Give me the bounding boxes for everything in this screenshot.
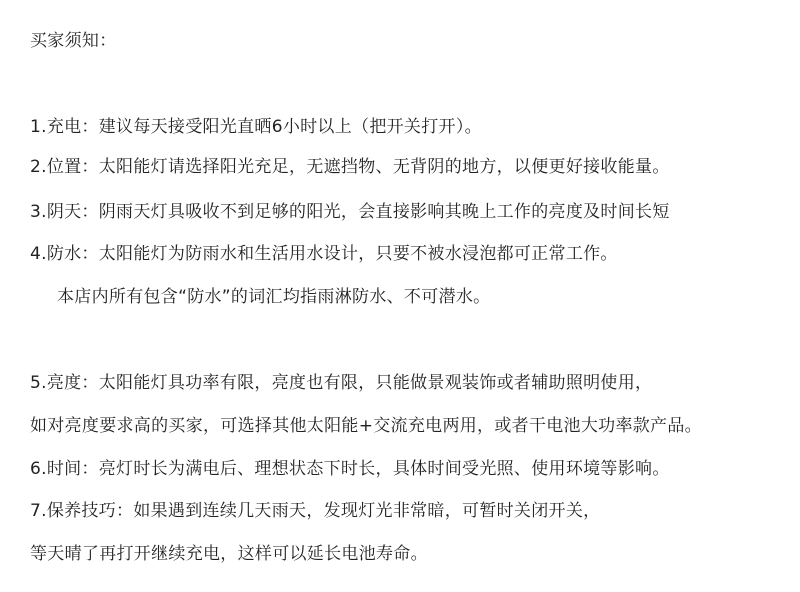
- notice-waterproof-note: 本店内所有包含“防水”的词汇均指雨淋防水、不可潜水。: [57, 287, 491, 307]
- notice-heading: 买家须知：: [30, 31, 117, 51]
- notice-item-duration: 6.时间：亮灯时长为满电后、理想状态下时长，具体时间受光照、使用环境等影响。: [30, 459, 670, 479]
- notice-item-charging: 1.充电：建议每天接受阳光直晒6小时以上（把开关打开）。: [30, 117, 482, 137]
- notice-item-maintenance: 7.保养技巧：如果遇到连续几天雨天，发现灯光非常暗，可暂时关闭开关，: [30, 501, 601, 521]
- notice-item-waterproof: 4.防水：太阳能灯为防雨水和生活用水设计，只要不被水浸泡都可正常工作。: [30, 244, 618, 264]
- notice-brightness-note: 如对亮度要求高的买家，可选择其他太阳能+交流充电两用，或者干电池大功率款产品。: [30, 416, 702, 436]
- notice-item-cloudy-days: 3.阴天：阴雨天灯具吸收不到足够的阳光，会直接影响其晚上工作的亮度及时间长短: [30, 202, 670, 222]
- notice-item-placement: 2.位置：太阳能灯请选择阳光充足，无遮挡物、无背阴的地方，以便更好接收能量。: [30, 157, 670, 177]
- notice-maintenance-note: 等天晴了再打开继续充电，这样可以延长电池寿命。: [30, 544, 428, 564]
- notice-item-brightness: 5.亮度：太阳能灯具功率有限，亮度也有限，只能做景观装饰或者辅助照明使用，: [30, 373, 653, 393]
